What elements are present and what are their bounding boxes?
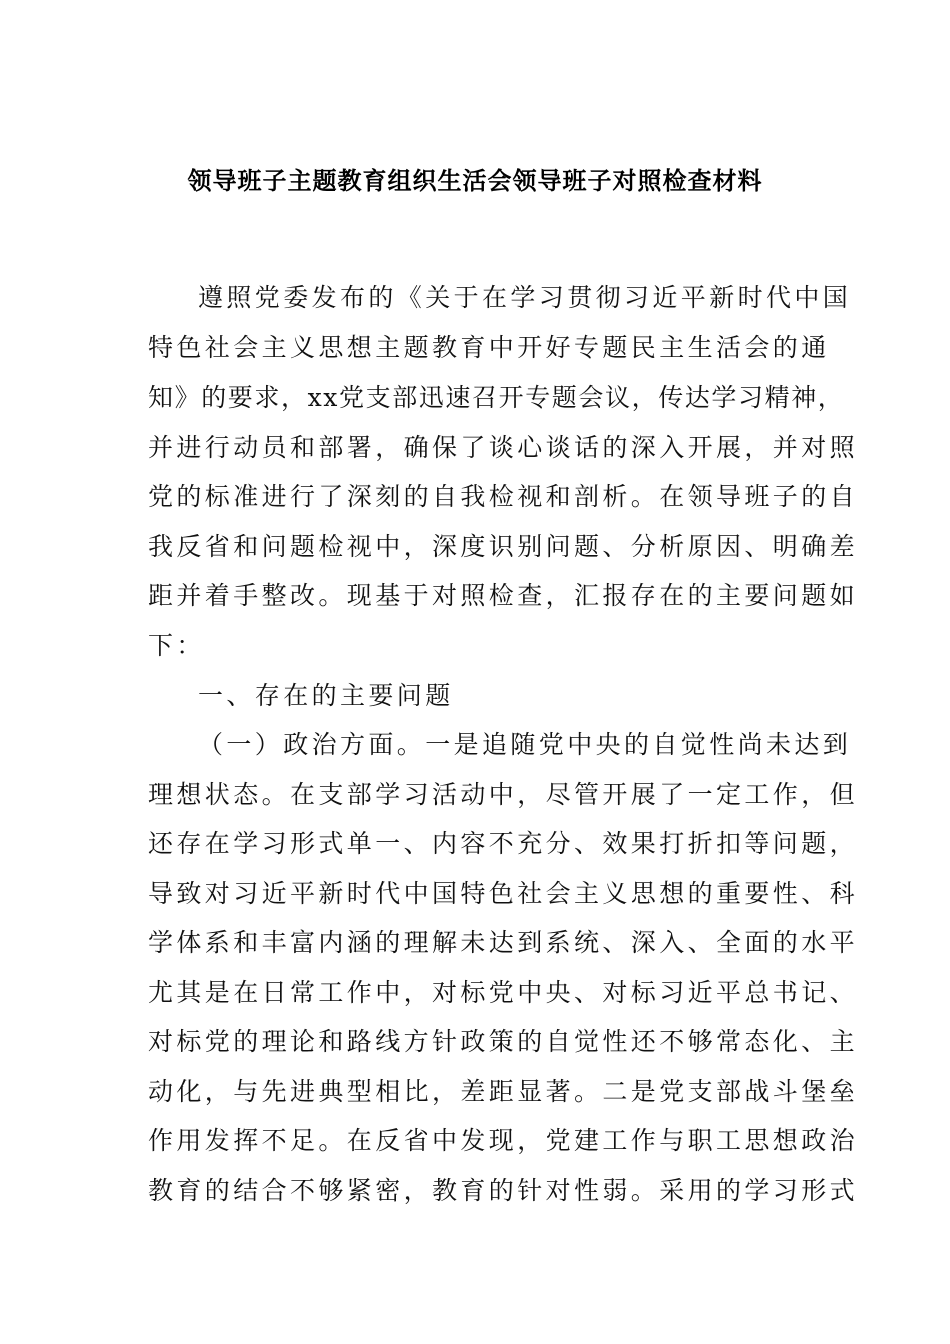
paragraph-line: 尤其是在日常工作中，对标党中央、对标习近平总书记、 [148, 978, 859, 1007]
paragraph-line: 距并着手整改。现基于对照检查，汇报存在的主要问题如 [148, 581, 859, 610]
paragraph-line: 还存在学习形式单一、内容不充分、效果打折扣等问题， [148, 829, 859, 858]
paragraph-line: 下： [148, 631, 205, 660]
paragraph-line: （一）政治方面。一是追随党中央的自觉性尚未达到 [198, 730, 852, 759]
paragraph-line: 并进行动员和部署，确保了谈心谈话的深入开展，并对照 [148, 433, 859, 462]
document-title: 领导班子主题教育组织生活会领导班子对照检查材料 [187, 166, 763, 195]
paragraph-line: 特色社会主义思想主题教育中开好专题民主生活会的通 [148, 333, 830, 362]
paragraph-line: 党的标准进行了深刻的自我检视和剖析。在领导班子的自 [148, 482, 859, 511]
paragraph-line: 导致对习近平新时代中国特色社会主义思想的重要性、科 [148, 879, 859, 908]
paragraph-line: 我反省和问题检视中，深度识别问题、分析原因、明确差 [148, 532, 859, 561]
paragraph-line: 知》的要求，xx党支部迅速召开专题会议，传达学习精神， [148, 383, 845, 412]
paragraph-line: 教育的结合不够紧密，教育的针对性弱。采用的学习形式 [148, 1176, 859, 1205]
paragraph-line: 遵照党委发布的《关于在学习贯彻习近平新时代中国 [198, 283, 852, 312]
paragraph-line: 动化，与先进典型相比，差距显著。二是党支部战斗堡垒 [148, 1077, 859, 1106]
paragraph-line: 对标党的理论和路线方针政策的自觉性还不够常态化、主 [148, 1027, 859, 1056]
section-heading: 一、存在的主要问题 [198, 681, 454, 710]
paragraph-line: 作用发挥不足。在反省中发现，党建工作与职工思想政治 [148, 1126, 859, 1155]
paragraph-line: 学体系和丰富内涵的理解未达到系统、深入、全面的水平 [148, 928, 859, 957]
paragraph-line: 理想状态。在支部学习活动中，尽管开展了一定工作，但 [148, 780, 859, 809]
